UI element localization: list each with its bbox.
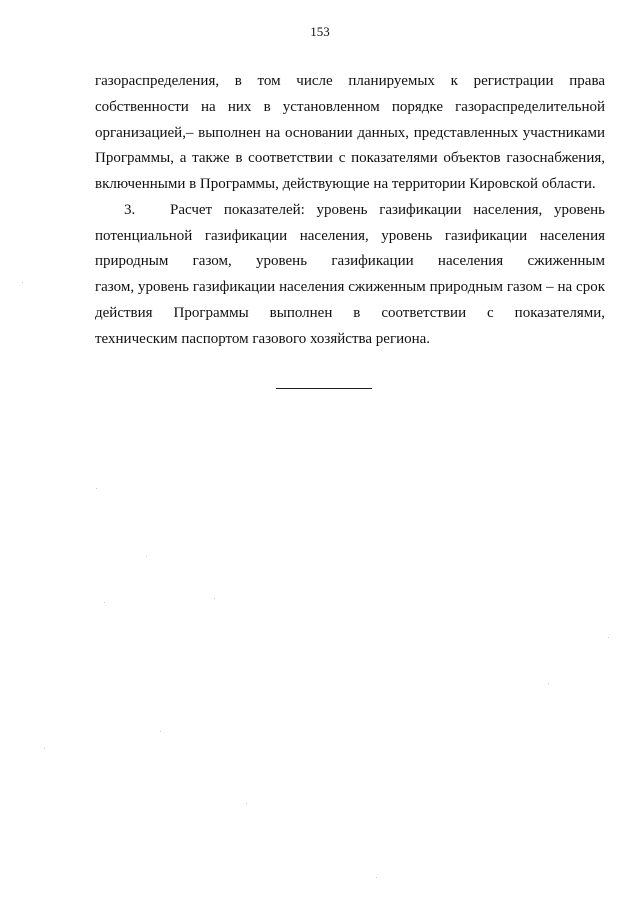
- scan-speck: [96, 488, 97, 489]
- scan-speck: [104, 602, 105, 603]
- scan-speck: [376, 877, 377, 878]
- scan-speck: [548, 683, 549, 684]
- paragraph-1-line: включенными в Программы, действующие на территории Кировской области.: [95, 176, 596, 192]
- paragraph-2-number: 3.: [124, 202, 136, 218]
- paragraph-2-line: действия Программы выполнен в соответствии с показателями,: [95, 305, 605, 321]
- scan-speck: [246, 803, 247, 804]
- scan-speck: [160, 731, 161, 732]
- scan-speck: [608, 637, 609, 638]
- paragraph-2-line: техническим паспортом газового хозяйства региона.: [95, 331, 431, 347]
- paragraph-2-line: потенциальной газификации населения, уровень газификации населения: [95, 228, 605, 244]
- end-rule: [276, 388, 372, 389]
- paragraph-1-line: собственности на них в установленном порядке газораспределительной: [95, 99, 605, 115]
- paragraph-1-line: Программы, а также в соответствии с показателями объектов газоснабжения,: [95, 150, 605, 166]
- page-number: 153: [310, 24, 330, 39]
- scan-speck: [44, 748, 45, 749]
- scan-speck: [146, 556, 147, 557]
- paragraph-2-line: газом, уровень газификации населения сжиженным природным газом – на срок: [95, 279, 605, 295]
- scan-speck: [22, 282, 23, 283]
- paragraph-2-line: природным газом, уровень газификации населения сжиженным: [95, 253, 605, 269]
- paragraph-1-line: организацией,– выполнен на основании данных, представленных участниками: [95, 125, 605, 141]
- paragraph-1-line: газораспределения, в том числе планируемых к регистрации права: [95, 73, 605, 89]
- scan-speck: [214, 598, 215, 599]
- paragraph-2-line: Расчет показателей: уровень газификации населения, уровень: [170, 202, 605, 218]
